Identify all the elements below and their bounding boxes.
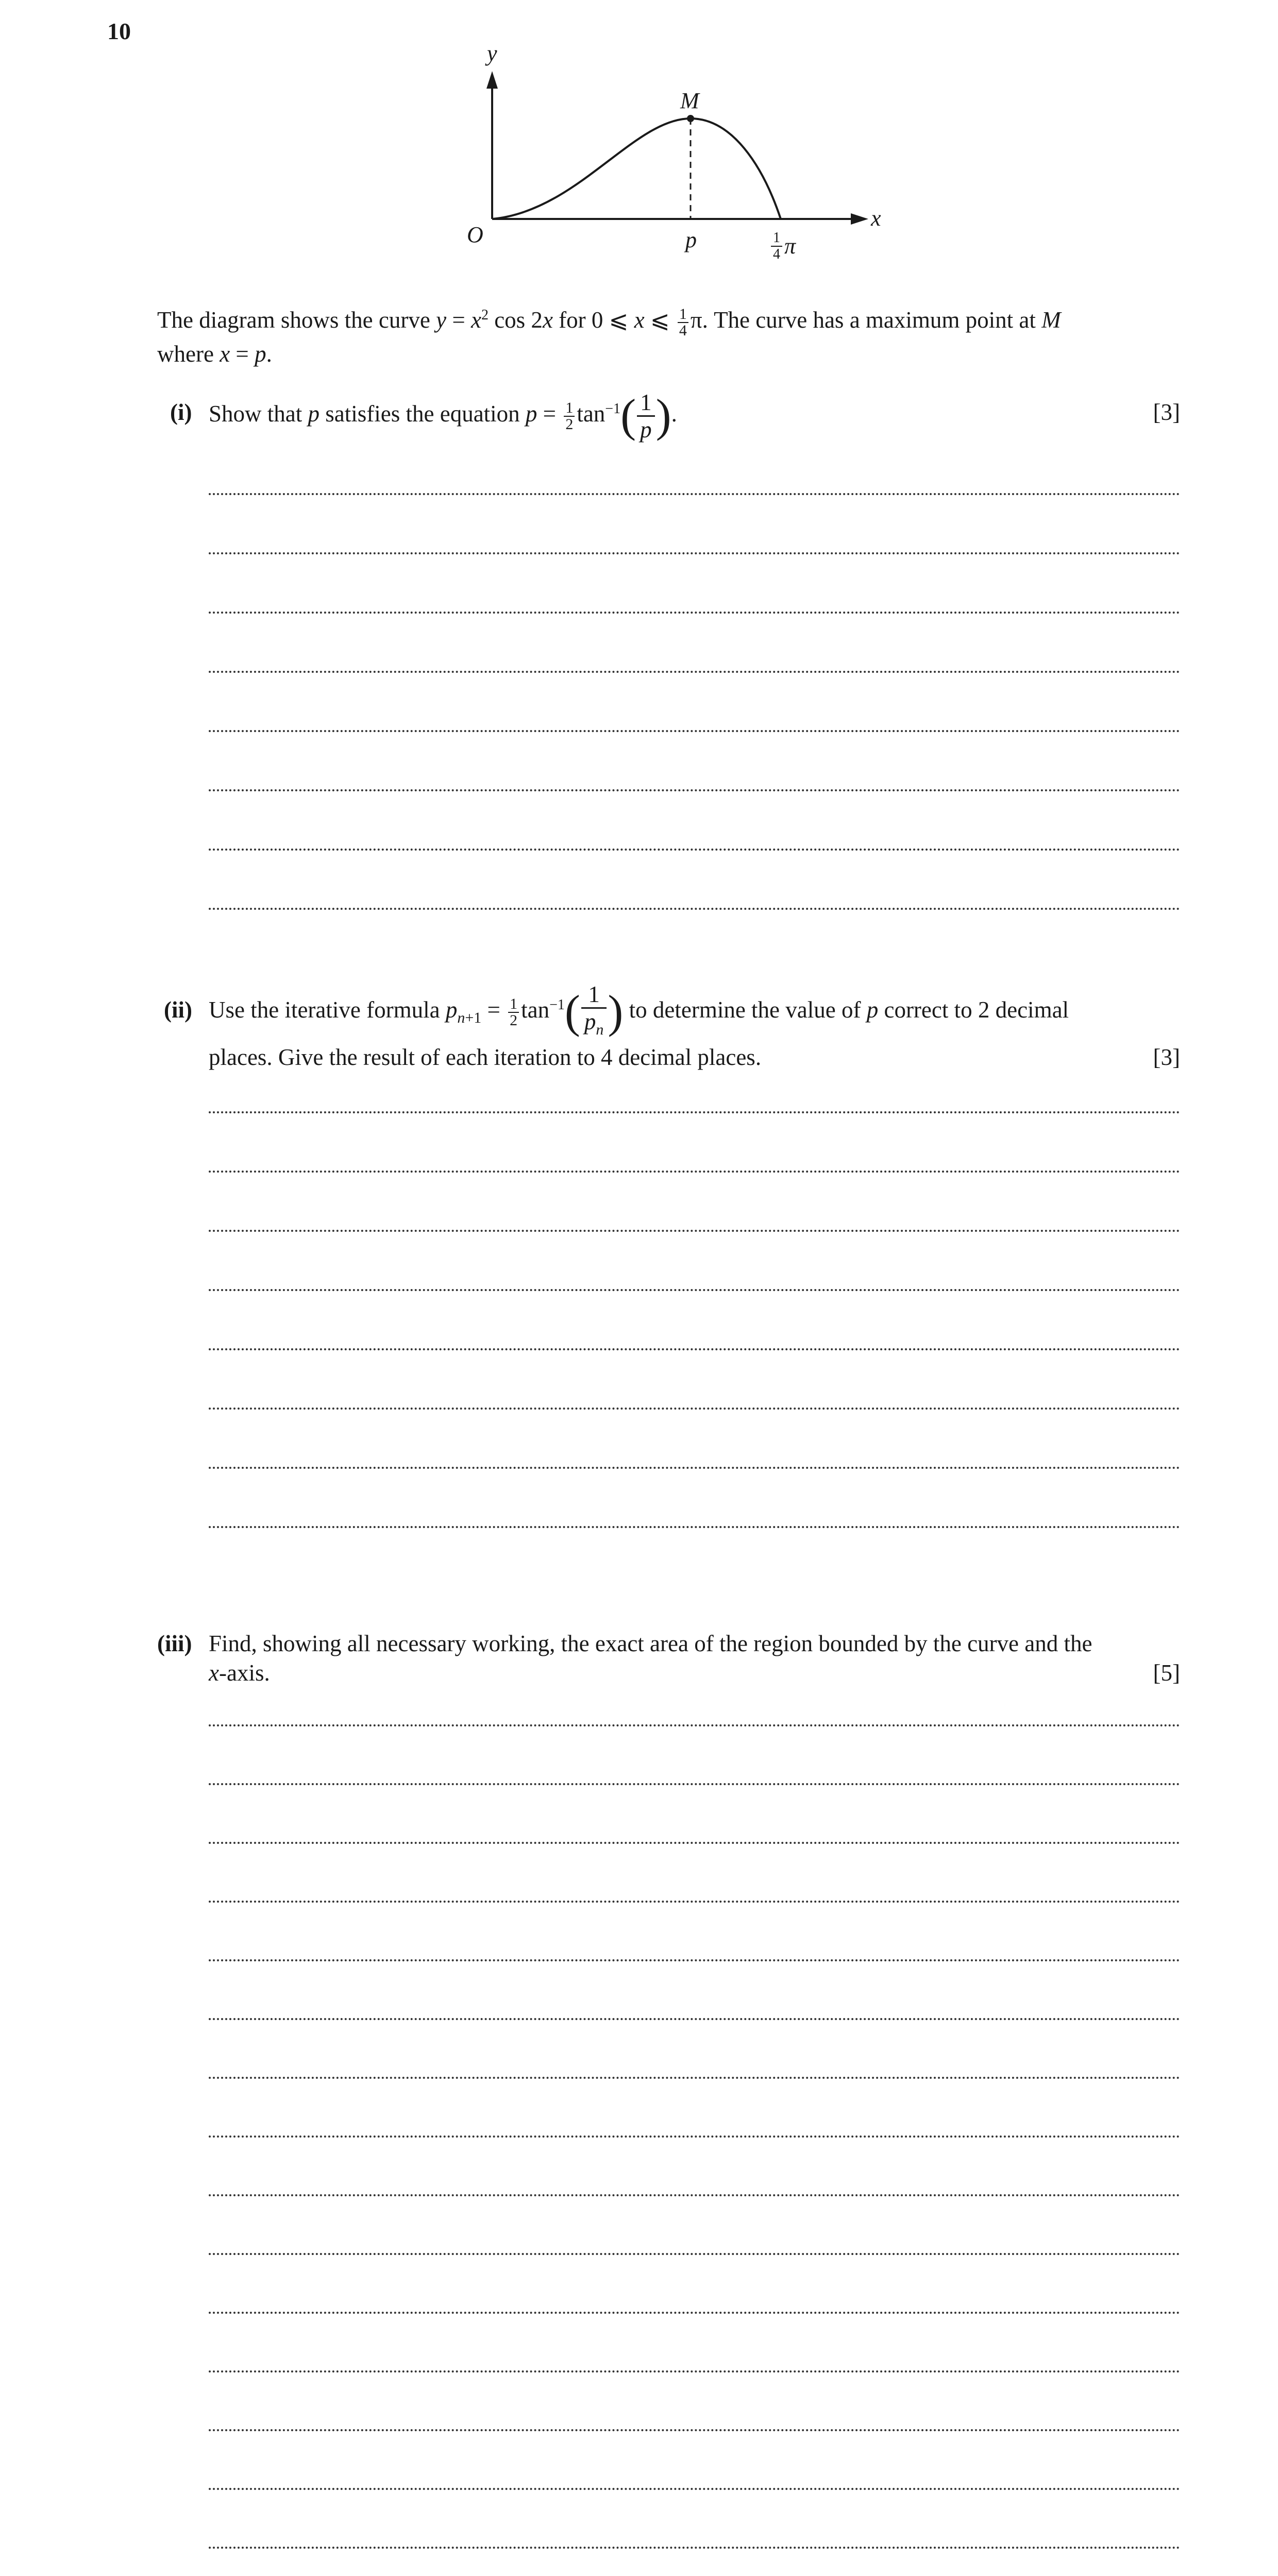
y-axis-label: y — [487, 41, 497, 66]
curve — [492, 118, 781, 219]
part-iii-marks: [5] — [1153, 1660, 1180, 1686]
part-iii-text-line1: Find, showing all necessary working, the exact area of the region bounded by the curve and the — [209, 1631, 1092, 1656]
answer-line[interactable] — [209, 1959, 1180, 1961]
answer-line[interactable] — [209, 1111, 1180, 1113]
origin-label: O — [467, 222, 483, 247]
answer-line[interactable] — [209, 1842, 1180, 1844]
answer-line[interactable] — [209, 671, 1180, 673]
answer-line[interactable] — [209, 908, 1180, 910]
curve-diagram — [0, 0, 1278, 289]
answer-line[interactable] — [209, 1408, 1180, 1410]
p-label: p — [685, 227, 697, 252]
answer-line[interactable] — [209, 2018, 1180, 2020]
part-ii-label: (ii) — [164, 997, 192, 1023]
answer-line[interactable] — [209, 2253, 1180, 2255]
answer-line[interactable] — [209, 552, 1180, 554]
question-number: 10 — [107, 18, 131, 44]
answer-line[interactable] — [209, 789, 1180, 791]
answer-line[interactable] — [209, 1171, 1180, 1173]
answer-line[interactable] — [209, 849, 1180, 851]
part-i-label: (i) — [170, 399, 192, 425]
answer-line[interactable] — [209, 2547, 1180, 2549]
quarter-pi-label: π — [784, 233, 796, 259]
part-iii-text-line2: x-axis. — [209, 1660, 270, 1686]
answer-line[interactable] — [209, 1724, 1180, 1726]
answer-line[interactable] — [209, 1783, 1180, 1785]
max-point — [687, 115, 694, 122]
answer-line[interactable] — [209, 1348, 1180, 1350]
answer-line[interactable] — [209, 612, 1180, 614]
y-axis-arrow — [486, 71, 498, 89]
quarter-den: 4 — [773, 246, 780, 262]
answer-line[interactable] — [209, 493, 1180, 495]
answer-line[interactable] — [209, 1467, 1180, 1469]
answer-line[interactable] — [209, 1901, 1180, 1903]
part-ii-text: Use the iterative formula $p_{n+1}$ = $\frac{1}{2}$ $\tan^{-1}$( $\frac{1}{p_n}$ ) to determine the value of p correct to 2 decimal — [209, 981, 1069, 1038]
part-ii-marks: [3] — [1153, 1044, 1180, 1070]
part-i-text: Show that p satisfies the equation p = $\frac{1}{2}$ $\tan^{-1}$( $\frac{1}{p}$ ). — [209, 389, 677, 443]
part-ii-text-line2: places. Give the result of each iteration to 4 decimal places. — [209, 1044, 762, 1070]
answer-line[interactable] — [209, 2194, 1180, 2196]
x-axis-arrow — [851, 213, 868, 225]
answer-line[interactable] — [209, 1526, 1180, 1528]
answer-line[interactable] — [209, 730, 1180, 732]
x-axis-label: x — [871, 206, 881, 231]
answer-line[interactable] — [209, 2488, 1180, 2490]
answer-line[interactable] — [209, 1289, 1180, 1291]
answer-line[interactable] — [209, 2312, 1180, 2314]
answer-line[interactable] — [209, 1230, 1180, 1232]
part-iii-label: (iii) — [157, 1631, 192, 1656]
max-point-label: M — [680, 88, 699, 113]
quarter-num: 1 — [773, 230, 780, 246]
intro-text: The diagram shows the curve $y = x^2$ cos 2x for 0 ⩽ x ⩽ $\frac{1}{4}$ π. The curve has a maximum point at M where x = p. — [157, 305, 1061, 367]
answer-line[interactable] — [209, 2429, 1180, 2431]
answer-line[interactable] — [209, 2077, 1180, 2079]
answer-line[interactable] — [209, 2136, 1180, 2138]
answer-line[interactable] — [209, 2370, 1180, 2372]
part-i-marks: [3] — [1153, 399, 1180, 425]
